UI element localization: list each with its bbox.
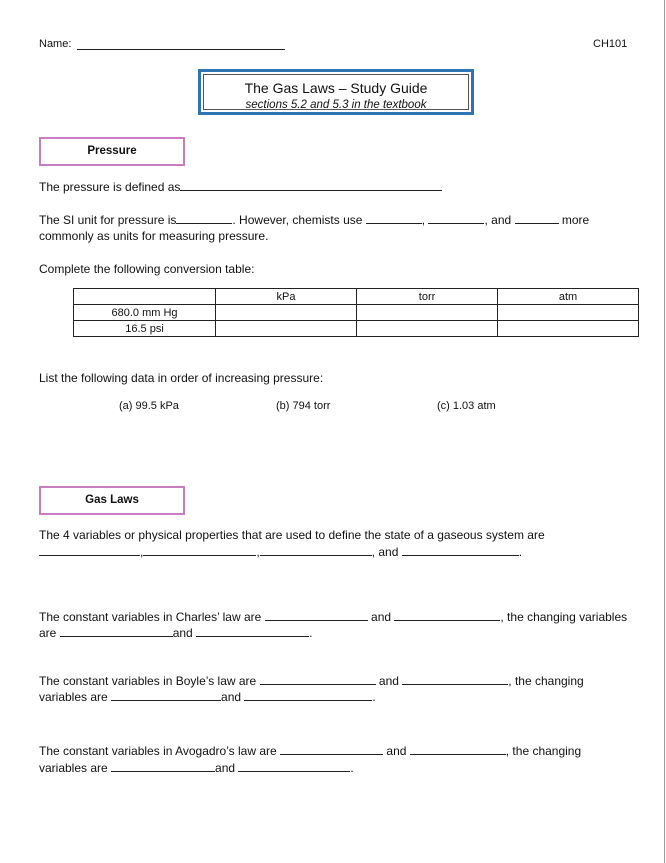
variable-blank-1[interactable] bbox=[39, 544, 140, 556]
table-cell[interactable] bbox=[498, 321, 639, 337]
conversion-prompt: Complete the following conversion table: bbox=[39, 262, 255, 276]
page-title: The Gas Laws – Study Guide bbox=[244, 80, 428, 96]
order-item-c: (c) 1.03 atm bbox=[437, 400, 496, 412]
course-code: CH101 bbox=[593, 38, 628, 50]
table-header-cell: atm bbox=[498, 289, 639, 305]
variable-blank-4[interactable] bbox=[402, 544, 519, 556]
table-cell[interactable] bbox=[357, 321, 498, 337]
avogadro-line-1 bbox=[39, 743, 581, 758]
avogadro-changing-text: , the changing bbox=[505, 744, 582, 758]
order-prompt: List the following data in order of increasing pressure: bbox=[39, 371, 324, 385]
period: . bbox=[309, 626, 313, 640]
variables-prompt: The 4 variables or physical properties that are used to define the state of a gaseous system are bbox=[39, 528, 545, 542]
table-cell[interactable] bbox=[498, 305, 639, 321]
si-unit-blank[interactable] bbox=[176, 212, 232, 224]
avogadro-line-2 bbox=[39, 760, 354, 775]
table-cell[interactable] bbox=[357, 305, 498, 321]
boyles-changing-blank-2[interactable] bbox=[244, 689, 372, 701]
charles-constant-blank-2[interactable] bbox=[394, 609, 500, 621]
table-cell[interactable] bbox=[216, 305, 357, 321]
section-heading-gas-laws bbox=[39, 486, 185, 515]
unit-blank-3[interactable] bbox=[515, 212, 559, 224]
pressure-definition-line bbox=[39, 179, 442, 194]
boyles-changing-blank-1[interactable] bbox=[111, 689, 221, 701]
definition-blank[interactable] bbox=[180, 179, 442, 191]
and-text: and bbox=[215, 761, 236, 775]
boyles-constant-blank-1[interactable] bbox=[260, 673, 376, 685]
and-text: and bbox=[221, 690, 242, 704]
period: . bbox=[372, 690, 376, 704]
order-item-a: (a) 99.5 kPa bbox=[119, 400, 179, 412]
charles-changing-blank-2[interactable] bbox=[196, 625, 309, 637]
table-row bbox=[74, 305, 639, 321]
boyles-changing-text: , the changing bbox=[508, 674, 584, 688]
table-row-label: 680.0 mm Hg bbox=[74, 305, 216, 321]
charles-changing-blank-1[interactable] bbox=[60, 625, 173, 637]
table-row bbox=[74, 321, 639, 337]
boyles-line-2 bbox=[39, 689, 376, 704]
avogadro-changing-blank-1[interactable] bbox=[111, 760, 215, 772]
avogadro-constant-blank-1[interactable] bbox=[280, 743, 383, 755]
conversion-table bbox=[73, 288, 639, 337]
charles-constant-blank-1[interactable] bbox=[265, 609, 368, 621]
variables-blanks-line bbox=[39, 544, 522, 559]
variable-blank-2[interactable] bbox=[143, 544, 256, 556]
and-text: and bbox=[172, 626, 193, 640]
title-box bbox=[198, 69, 474, 115]
boyles-text: The constant variables in Boyle’s law are bbox=[39, 674, 257, 688]
pressure-definition-text: The pressure is defined as bbox=[39, 180, 181, 194]
order-item-b: (b) 794 torr bbox=[276, 400, 331, 412]
and-text: and bbox=[378, 674, 399, 688]
name-blank[interactable] bbox=[77, 38, 285, 50]
variable-blank-3[interactable] bbox=[260, 544, 372, 556]
period: . bbox=[518, 545, 523, 559]
table-cell[interactable] bbox=[216, 321, 357, 337]
table-header-cell: torr bbox=[357, 289, 498, 305]
and-text: , and bbox=[484, 213, 512, 227]
charles-line-2 bbox=[39, 625, 312, 640]
table-header-cell: kPa bbox=[216, 289, 357, 305]
si-unit-line bbox=[39, 212, 589, 227]
comma: , bbox=[140, 545, 144, 559]
more-text: more bbox=[561, 213, 590, 227]
charles-line-1 bbox=[39, 609, 627, 624]
boyles-line-1 bbox=[39, 673, 584, 688]
name-label: Name: bbox=[39, 38, 72, 50]
comma-1: , bbox=[421, 213, 426, 227]
table-header-row bbox=[74, 289, 639, 305]
unit-blank-1[interactable] bbox=[366, 212, 422, 224]
si-unit-line-2: commonly as units for measuring pressure. bbox=[39, 229, 269, 243]
charles-changing-text: , the changing variables bbox=[500, 610, 628, 624]
and-text: , and bbox=[371, 545, 399, 559]
avogadro-constant-blank-2[interactable] bbox=[410, 743, 506, 755]
charles-line2-text: are bbox=[39, 626, 57, 640]
charles-text: The constant variables in Charles’ law are bbox=[39, 610, 262, 624]
and-text: and bbox=[386, 744, 407, 758]
pressure-heading-text: Pressure bbox=[87, 145, 137, 157]
table-row-label: 16.5 psi bbox=[74, 321, 216, 337]
period: . bbox=[350, 761, 354, 775]
gas-laws-heading-text: Gas Laws bbox=[85, 494, 139, 506]
unit-blank-2[interactable] bbox=[428, 212, 484, 224]
avogadro-line2-text: variables are bbox=[39, 761, 108, 775]
page-subtitle: sections 5.2 and 5.3 in the textbook bbox=[245, 99, 427, 111]
and-text: and bbox=[371, 610, 392, 624]
table-header-cell bbox=[74, 289, 216, 305]
si-unit-text-2: . However, chemists use bbox=[232, 213, 363, 227]
boyles-constant-blank-2[interactable] bbox=[402, 673, 508, 685]
boyles-line2-text: variables are bbox=[39, 690, 108, 704]
avogadro-text: The constant variables in Avogadro’s law are bbox=[39, 744, 277, 758]
avogadro-changing-blank-2[interactable] bbox=[238, 760, 350, 772]
comma: , bbox=[256, 545, 260, 559]
section-heading-pressure bbox=[39, 137, 185, 166]
si-unit-text-1: The SI unit for pressure is bbox=[39, 213, 177, 227]
